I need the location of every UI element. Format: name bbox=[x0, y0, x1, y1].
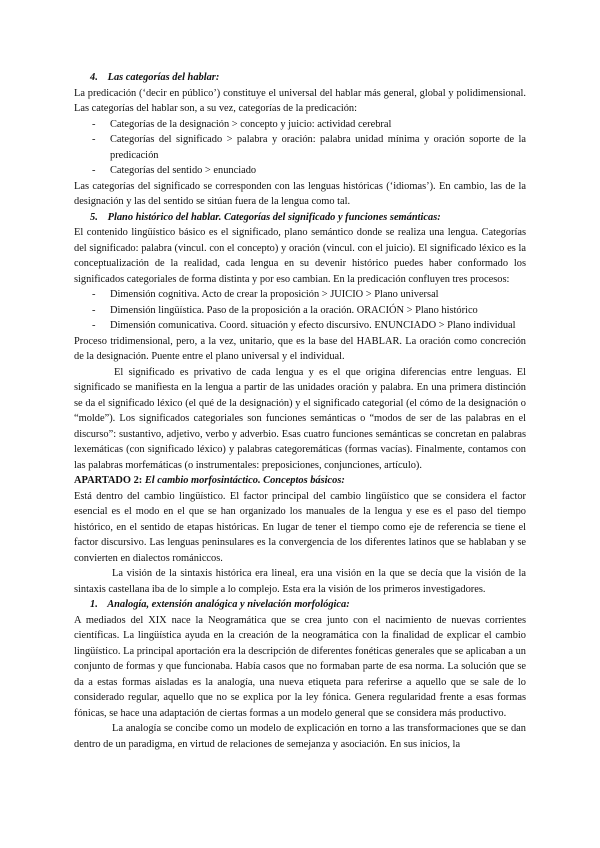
paragraph: Está dentro del cambio lingüístico. El factor principal del cambio lingüístico que se considera el factor esencial es el modo en el que se han organizado los manuales de la lengua y ese es el paso del tiempo histórico, en el sentido de etapas históricas. En lugar de tener el tiempo como eje de referencia se tiene el factor discursivo. Las lenguas peninsulares es la convergencia de los diferentes latinos que se hablaban y se convierten en dialectos romániccos. bbox=[74, 490, 526, 564]
apartado-label: APARTADO 2: bbox=[74, 475, 143, 486]
list-item: - Categorías del sentido > enunciado bbox=[74, 163, 526, 179]
section-title: Las categorías del hablar: bbox=[107, 72, 220, 83]
list-item: - Dimensión comunicativa. Coord. situación y efecto discursivo. ENUNCIADO > Plano individual bbox=[74, 318, 526, 334]
section-4-heading bbox=[74, 70, 526, 86]
paragraph: Proceso tridimensional, pero, a la vez, unitario, que es la base del HABLAR. La oración como concreción de la designación. Puente entre el plano universal y el individual. bbox=[74, 335, 526, 362]
section-1-heading bbox=[74, 597, 526, 613]
paragraph: El significado es privativo de cada lengua y es el que origina diferencias entre lenguas. El significado se manifiesta en la lengua a partir de las unidades oración y palabra. En una primera distinción se da el significado léxico (el qué de la designación) y el significado categorial (el cómo de la designación o “molde”). Los significados categoriales son funciones semánticas o “modos de ser de las palabras en el discurso”: sustantivo, adjetivo, verbo y adverbio. Esas cuatro funciones semánticas se concretan en palabras lexemáticas (con significado léxico) y palabras categoremáticas (formas vacías). Finalmente, contamos con las palabras morfemáticas (o instrumentales: preposiciones, conjunciones, artículo). bbox=[74, 366, 526, 471]
paragraph: El contenido lingüístico básico es el significado, plano semántico donde se realiza una lengua. Categorías del significado: palabra (vincul. con el concepto) y oración (vincul. con el juicio). El significado léxico es la conceptualización de la realidad, cada lengua en su devenir histórico puedes haber conformado los significados categoriales de forma distinta y por eso cambian. En la predicación confluyen tres procesos: bbox=[74, 227, 526, 285]
dash-list bbox=[74, 287, 526, 334]
paragraph: La predicación (‘decir en público’) constituye el universal del hablar más general, global y polidimensional. Las categorías del hablar son, a su vez, categorías de la predicación: bbox=[74, 87, 526, 114]
paragraph: La visión de la sintaxis histórica era lineal, era una visión en la que se decía que la visión de la sintaxis castellana iba de lo simple a lo complejo. Esta era la visión de los primeros investigadores. bbox=[74, 568, 526, 595]
section-number: 1. bbox=[90, 599, 98, 610]
section-5-heading bbox=[74, 210, 526, 226]
document-page bbox=[74, 70, 526, 752]
list-item: - Dimensión lingüística. Paso de la proposición a la oración. ORACIÓN > Plano histórico bbox=[74, 303, 526, 319]
dash-list bbox=[74, 117, 526, 179]
paragraph: La analogía se concibe como un modelo de explicación en torno a las transformaciones que se dan dentro de un paradigma, en virtud de relaciones de semejanza y asociación. En sus inicios, la bbox=[74, 723, 526, 750]
list-item: - Categorías del significado > palabra y oración: palabra unidad mínima y oración soporte de la predicación bbox=[74, 132, 526, 163]
apartado-2-heading bbox=[74, 473, 526, 489]
section-number: 4. bbox=[90, 72, 98, 83]
list-item: - Categorías de la designación > concepto y juicio: actividad cerebral bbox=[74, 117, 526, 133]
apartado-title: El cambio morfosintáctico. Conceptos básicos: bbox=[144, 475, 345, 486]
list-item: - Dimensión cognitiva. Acto de crear la proposición > JUICIO > Plano universal bbox=[74, 287, 526, 303]
section-number: 5. bbox=[90, 211, 98, 223]
paragraph: Las categorías del significado se corresponden con las lenguas históricas (‘idiomas’). En cambio, las de la designación y las del sentido se sitúan fuera de la lengua como tal. bbox=[74, 180, 526, 207]
paragraph: A mediados del XIX nace la Neogramática que se crea junto con el nacimiento de nuevas corrientes científicas. La lingüística ayuda en la creación de la neogramática con la finalidad de explicar el cambio lingüístico. La principal aportación era la descripción de diferentes fonéticas generales que se aplicaban a un conjunto de formas y que funcionaba. Había casos que no formaban parte de esa norma. La solución que se da a estas formas aisladas es la analogía, una nueva etiqueta para referirse a aquello que se sale de lo considerado regular, aquello que no se explica por la ley fónica. Genera regularidad frente a esas formas fónicas, se hace una adaptación de ciertas formas a un modelo general que se considera más productivo. bbox=[74, 614, 526, 719]
section-title: Analogía, extensión analógica y nivelación morfológica: bbox=[107, 599, 350, 610]
section-title: Plano histórico del hablar. Categorías del significado y funciones semánticas: bbox=[107, 211, 441, 223]
